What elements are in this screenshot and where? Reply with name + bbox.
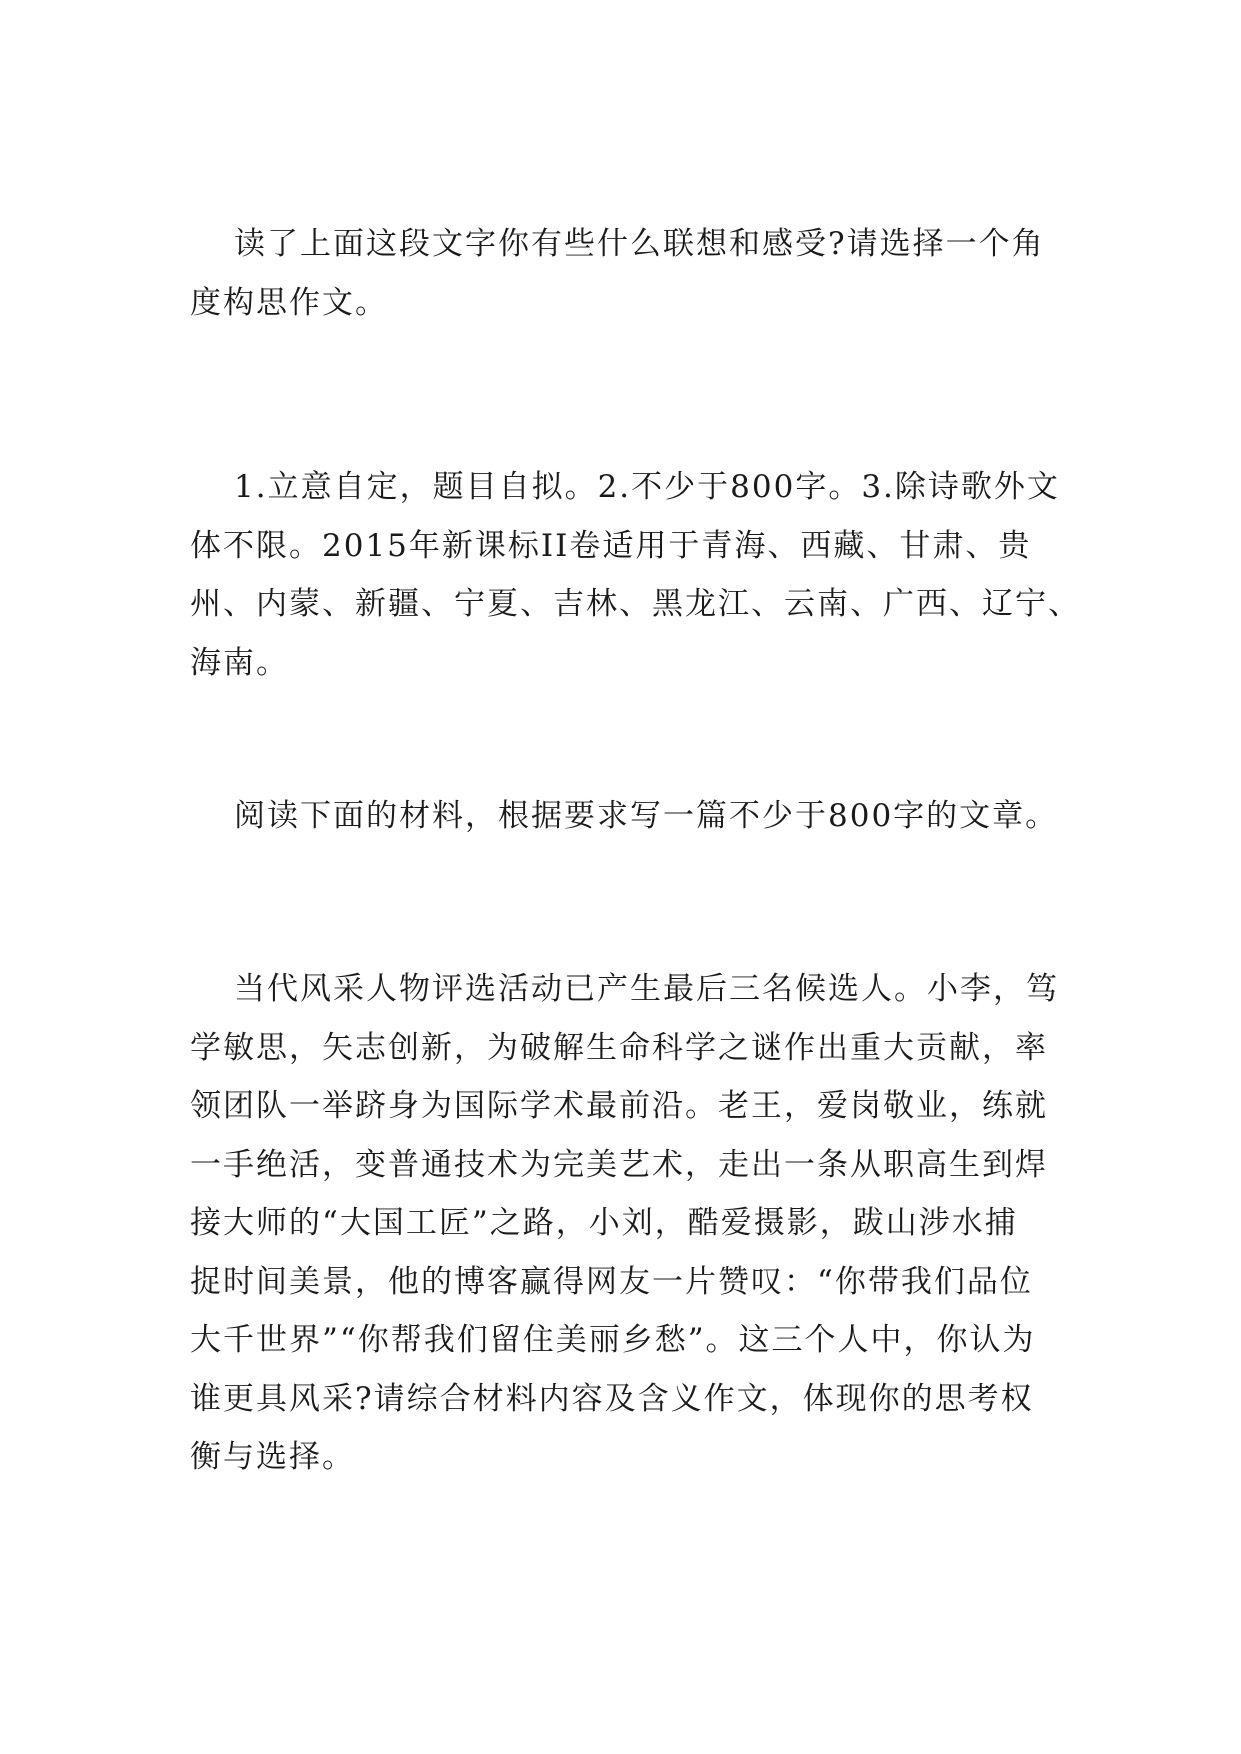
- text-line: 读了上面这段文字你有些什么联想和感受?请选择一个角: [234, 226, 1045, 262]
- paragraph-material: [190, 960, 1059, 1487]
- text-line: 学敏思，矢志创新，为破解生命科学之谜作出重大贡献，率: [190, 1029, 1048, 1066]
- paragraph-instruction: [190, 787, 1059, 846]
- text-line: 领团队一举跻身为国际学术最前沿。老王，爱岗敬业，练就: [190, 1088, 1048, 1124]
- text-line: 捉时间美景，他的博客赢得网友一片赞叹：“你带我们品位: [190, 1263, 1033, 1300]
- text-line: 体不限。2015年新课标II卷适用于青海、西藏、甘肃、贵: [190, 527, 1032, 564]
- text-line: 当代风采人物评选活动已产生最后三名候选人。小李，笃: [234, 971, 1059, 1007]
- paragraph-prompt-question: [190, 215, 1050, 332]
- paragraph-requirements: [190, 458, 1081, 692]
- text-line: 度构思作文。: [190, 284, 388, 321]
- text-line: 海南。: [190, 644, 289, 681]
- text-line: 大千世界”“你帮我们留住美丽乡愁”。这三个人中，你认为: [190, 1322, 1036, 1358]
- text-line: 1.立意自定，题目自拟。2.不少于800字。3.除诗歌外文: [234, 469, 1060, 505]
- text-line: 州、内蒙、新疆、宁夏、吉林、黑龙江、云南、广西、辽宁、: [190, 586, 1081, 622]
- text-line: 一手绝活，变普通技术为完美艺术，走出一条从职高生到焊: [190, 1146, 1048, 1183]
- text-line: 衡与选择。: [190, 1439, 355, 1475]
- text-line: 谁更具风采?请综合材料内容及含义作文，体现你的思考权: [190, 1380, 1034, 1417]
- text-line: 接大师的“大国工匠”之路，小刘，酷爱摄影，跋山涉水捕: [190, 1205, 1018, 1241]
- text-line: 阅读下面的材料，根据要求写一篇不少于800字的文章。: [234, 798, 1059, 834]
